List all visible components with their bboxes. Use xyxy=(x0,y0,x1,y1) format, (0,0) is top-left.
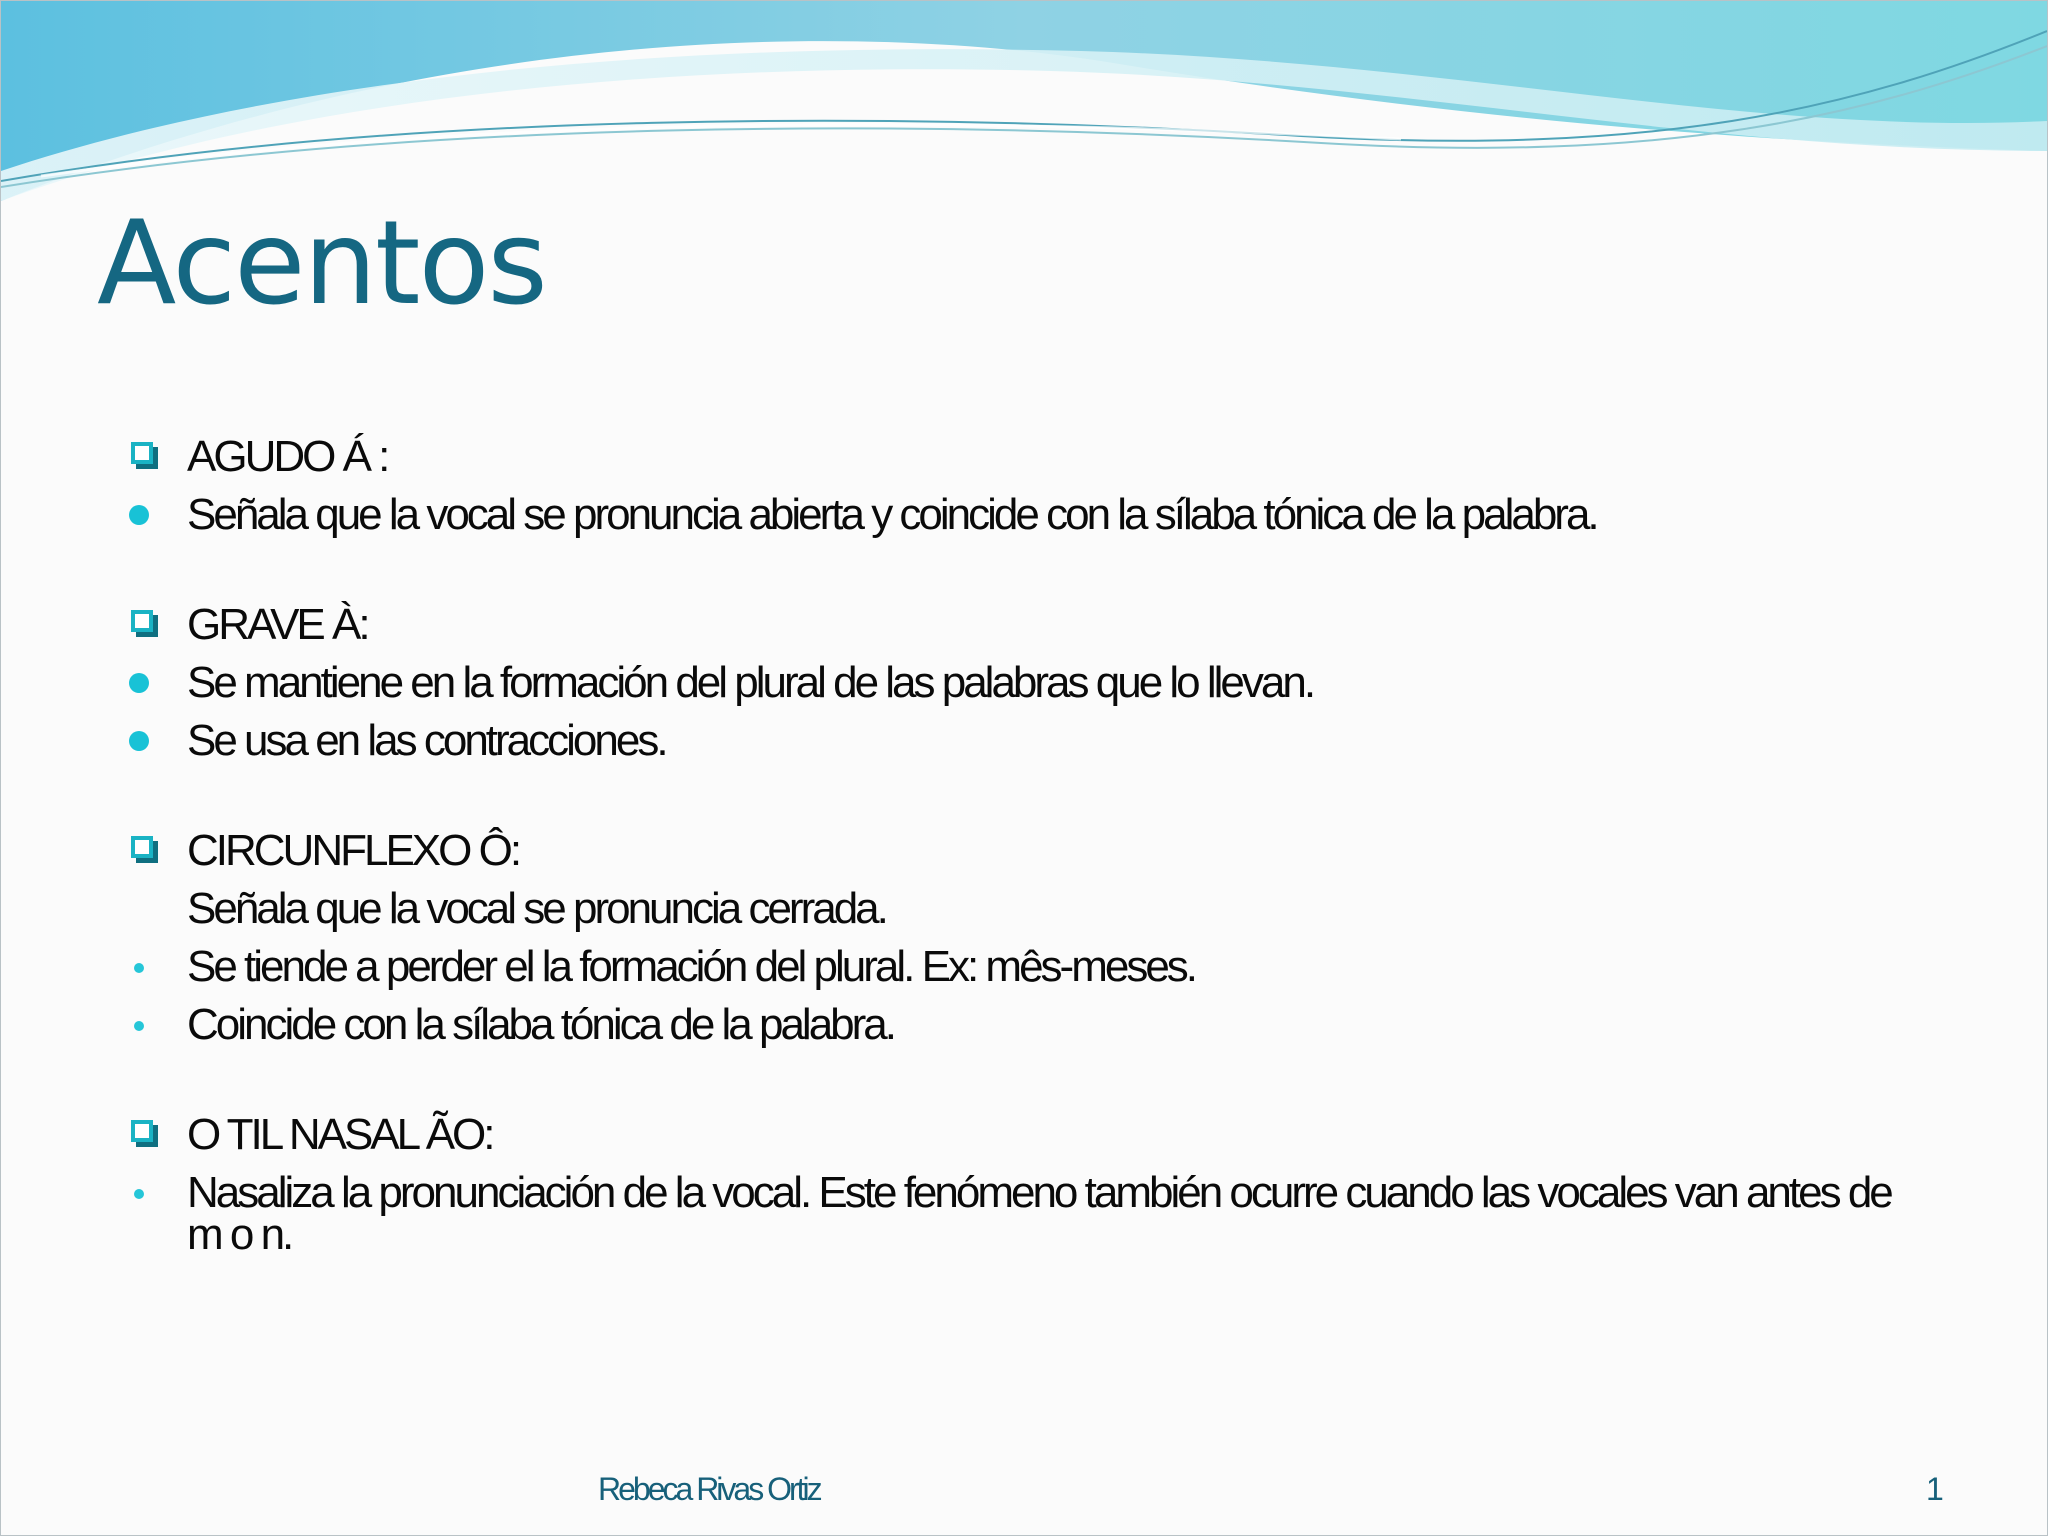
small-dot-bullet-icon xyxy=(134,1189,144,1199)
item-text: Señala que la vocal se pronuncia abierta y coincide con la sílaba tónica de la palabra. xyxy=(187,490,1597,539)
square-bullet-icon xyxy=(131,1120,153,1142)
dot-bullet-icon xyxy=(129,505,149,525)
item-text: Señala que la vocal se pronuncia cerrada. xyxy=(187,884,886,933)
list-item xyxy=(123,1168,1903,1259)
page-number: 1 xyxy=(1926,1471,1944,1507)
square-bullet-icon xyxy=(131,442,153,464)
list-item xyxy=(123,1000,1903,1049)
heading-til-nasal: O TIL NASAL ÃO: xyxy=(187,1110,493,1159)
list-item xyxy=(123,884,1903,933)
bullet-list xyxy=(123,432,1903,1276)
small-dot-bullet-icon xyxy=(134,1021,144,1031)
dot-bullet-icon xyxy=(129,673,149,693)
list-item xyxy=(123,1110,1903,1159)
heading-agudo: AGUDO Á : xyxy=(187,432,388,481)
item-text: Se mantiene en la formación del plural de las palabras que lo llevan. xyxy=(187,658,1314,707)
heading-circunflexo: CIRCUNFLEXO Ô: xyxy=(187,826,520,875)
square-bullet-icon xyxy=(131,836,153,858)
heading-grave: GRAVE À: xyxy=(187,600,368,649)
list-item xyxy=(123,826,1903,875)
list-item xyxy=(123,942,1903,991)
list-item xyxy=(123,490,1903,539)
dot-bullet-icon xyxy=(129,731,149,751)
item-text: Se usa en las contracciones. xyxy=(187,716,666,765)
item-text: Se tiende a perder el la formación del plural. Ex: mês-meses. xyxy=(187,942,1196,991)
slide-title: Acentos xyxy=(97,196,546,331)
item-text: Nasaliza la pronunciación de la vocal. Este fenómeno también ocurre cuando las vocales van antes de m o n. xyxy=(187,1168,1891,1259)
list-item xyxy=(123,716,1903,765)
item-text: Coincide con la sílaba tónica de la palabra. xyxy=(187,1000,894,1049)
footer-author: Rebeca Rivas Ortiz xyxy=(598,1471,820,1507)
small-dot-bullet-icon xyxy=(134,963,144,973)
list-item xyxy=(123,658,1903,707)
list-item xyxy=(123,600,1903,649)
list-item xyxy=(123,432,1903,481)
square-bullet-icon xyxy=(131,610,153,632)
